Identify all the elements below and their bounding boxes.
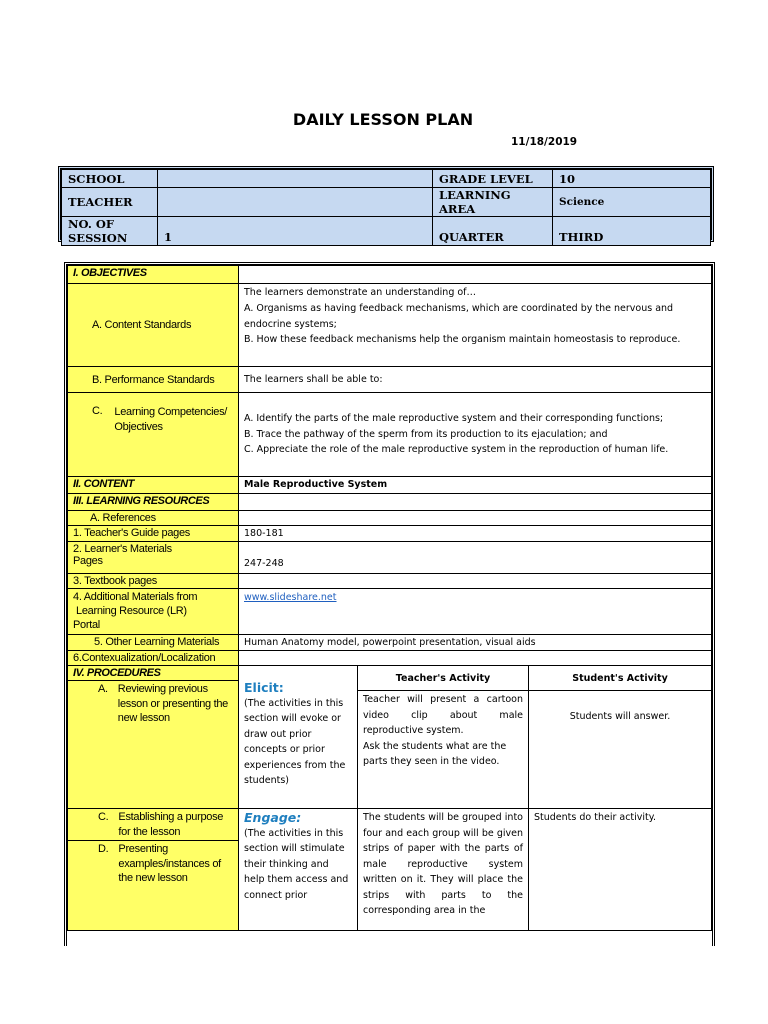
- lr-value: [239, 589, 712, 635]
- engage-teacher-activity: The students will be grouped into four and each group will be given strips of paper with the parts of male reproductive system written on it. They will place the strips with parts to the corresponding area in the: [358, 809, 529, 931]
- document-title: DAILY LESSON PLAN: [292, 110, 474, 129]
- competencies-text: A. Identify the parts of the male reproductive system and their corresponding functions; B. Trace the pathway of the sperm from its production to its ejaculation; and C. Appreciate the role of the male reproductive system in the reproduction of human life.: [239, 393, 712, 477]
- teacher-value: [158, 188, 433, 217]
- performance-standards-label: B. Performance Standards: [68, 367, 239, 393]
- area-value: Science: [553, 188, 711, 217]
- elicit-cell: [239, 666, 358, 809]
- slideshare-link[interactable]: www.slideshare.net: [244, 592, 337, 603]
- elicit-description: (The activities in this section will evoke or draw out prior concepts or prior experiences from the students): [244, 697, 346, 786]
- engage-description: (The activities in this section will stimulate their thinking and help them access and connect prior: [244, 827, 349, 901]
- other-materials-value: Human Anatomy model, powerpoint presentation, visual aids: [239, 635, 712, 651]
- content-standards-text: The learners demonstrate an understanding of… A. Organisms as having feedback mechanisms, which are coordinated by the nervous and endocrine systems; B. How these feedback mechanisms help the organism maintain homeostasis to reproduce.: [239, 284, 712, 367]
- session-label: NO. OF SESSION: [62, 217, 158, 246]
- session-value: 1: [158, 217, 433, 246]
- school-label: SCHOOL: [62, 170, 158, 188]
- header-table: [58, 166, 714, 245]
- lr-label: 4. Additional Materials from Learning Resource (LR) Portal: [68, 589, 239, 635]
- quarter-value: THIRD: [553, 217, 711, 246]
- textbook-label: 3. Textbook pages: [68, 574, 239, 589]
- competencies-label: C. Learning Competencies/ Objectives: [68, 393, 239, 477]
- contextualization-label: 6.Contexualization/Localization: [68, 651, 239, 666]
- procedure-a-label: A. Reviewing previous lesson or presenting the new lesson: [68, 681, 239, 809]
- engage-cell: [239, 809, 358, 931]
- procedure-d-label: D. Presenting examples/instances of the new lesson: [68, 841, 239, 931]
- content-standards-label: A. Content Standards: [68, 284, 239, 367]
- engage-student-activity: Students do their activity.: [529, 809, 712, 931]
- area-label: LEARNING AREA: [433, 188, 553, 217]
- grade-value: 10: [553, 170, 711, 188]
- references-label: A. References: [68, 511, 239, 526]
- content-heading: II. CONTENT: [68, 477, 239, 494]
- student-activity-header: Student's Activity: [529, 666, 712, 691]
- procedure-c-label: C. Establishing a purpose for the lesson: [68, 809, 239, 841]
- teacher-label: TEACHER: [62, 188, 158, 217]
- document-date: 11/18/2019: [511, 136, 578, 148]
- other-materials-label: 5. Other Learning Materials: [68, 635, 239, 651]
- quarter-label: QUARTER: [433, 217, 553, 246]
- elicit-student-activity: Students will answer.: [529, 691, 712, 809]
- elicit-title: Elicit:: [244, 680, 284, 695]
- procedures-heading: IV. PROCEDURES: [68, 666, 239, 681]
- resources-heading: III. LEARNING RESOURCES: [68, 494, 239, 511]
- grade-label: GRADE LEVEL: [433, 170, 553, 188]
- lesson-plan-table: [64, 262, 715, 946]
- teacher-activity-header: Teacher's Activity: [358, 666, 529, 691]
- lm-value: 247-248: [239, 542, 712, 574]
- elicit-teacher-activity: Teacher will present a cartoon video clip about male reproductive system. Ask the students what are the parts they seen in the video.: [358, 691, 529, 809]
- school-value: [158, 170, 433, 188]
- lm-label: 2. Learner's Materials Pages: [68, 542, 239, 574]
- engage-title: Engage:: [244, 810, 302, 825]
- tg-value: 180-181: [239, 526, 712, 542]
- tg-label: 1. Teacher's Guide pages: [68, 526, 239, 542]
- performance-standards-text: The learners shall be able to:: [239, 367, 712, 393]
- content-value: Male Reproductive System: [239, 477, 712, 494]
- objectives-heading: I. OBJECTIVES: [68, 266, 239, 284]
